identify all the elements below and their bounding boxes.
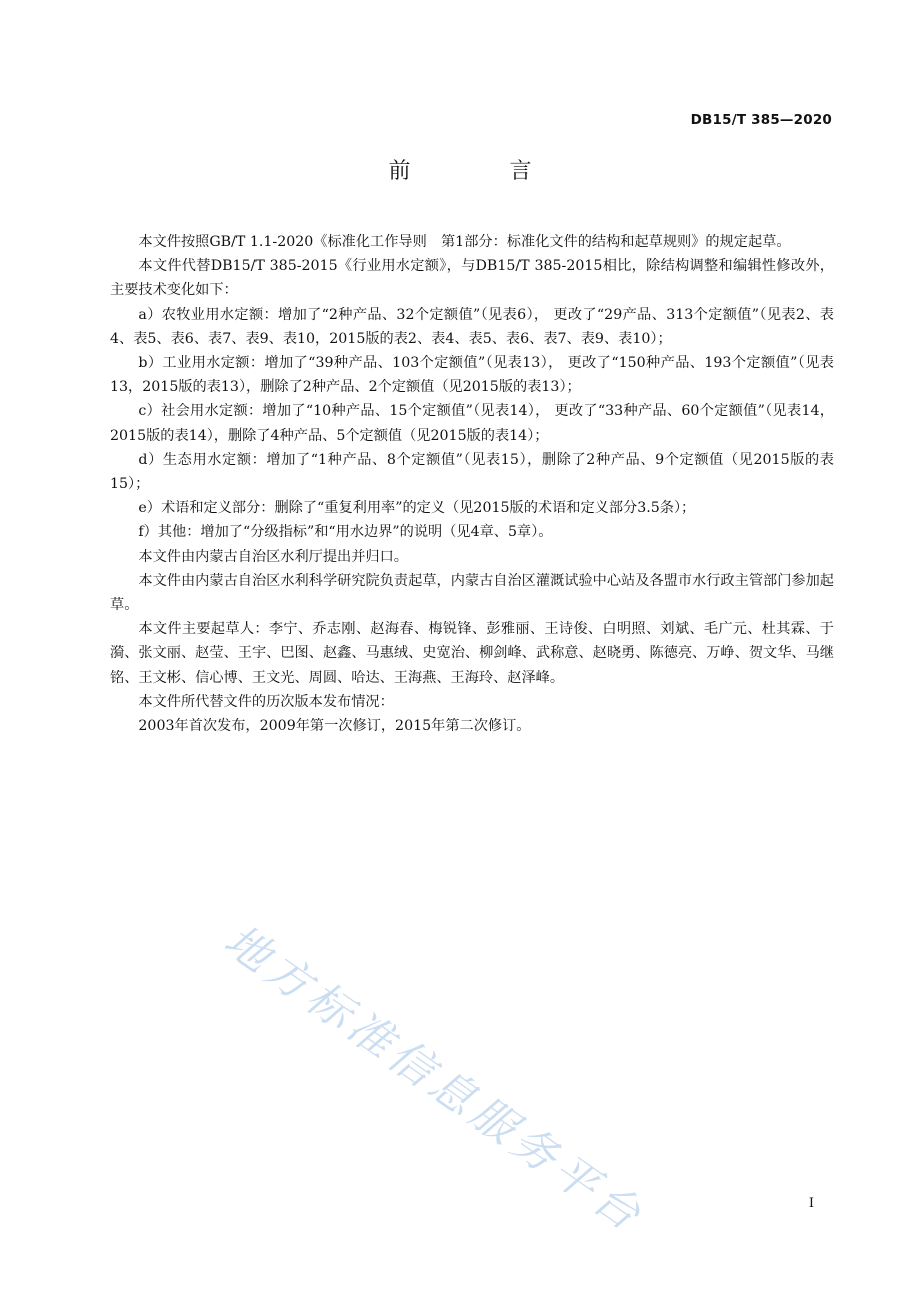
- paragraph-history-heading: 本文件所代替文件的历次版本发布情况：: [138, 693, 394, 710]
- change-item-a: a）农牧业用水定额：增加了“2种产品、32个定额值”（见表6）， 更改了“29产品、313个定额值”（见表2、表4、表5、表6、表7、表9、表10，2015版的表2、表4、表5、表6、表7、表9、表10）；: [110, 306, 834, 347]
- page-title: 前 言: [388, 159, 578, 184]
- page-number: I: [808, 1196, 814, 1211]
- change-item-b: b）工业用水定额：增加了“39种产品、103个定额值”（见表13）， 更改了“150种产品、193个定额值”（见表13，2015版的表13），删除了2种产品、2个定额值（见2015版的表13）；: [110, 355, 834, 396]
- paragraph-replacement: 本文件代替DB15/T 385-2015《行业用水定额》，与DB15/T 385-2015相比，除结构调整和编辑性修改外，主要技术变化如下：: [110, 258, 834, 299]
- change-item-c: c）社会用水定额：增加了“10种产品、15个定额值”（见表14）， 更改了“33种产品、60个定额值”（见表14，2015版的表14），删除了4种产品、5个定额值（见2015版的表14）；: [110, 403, 834, 444]
- paragraph-drafters: 本文件主要起草人：李宁、乔志刚、赵海春、梅锐锋、彭雅丽、王诗俊、白明照、刘斌、毛广元、杜其霖、于漪、张文丽、赵莹、王宇、巴图、赵鑫、马惠绒、史宽治、柳剑峰、武称意、赵晓勇、陈德亮、万峥、贺文华、马继铭、王文彬、信心博、王文光、周圆、哈达、王海燕、王海玲、赵泽峰。: [110, 621, 834, 686]
- change-item-e: e）术语和定义部分：删除了“重复利用率”的定义（见2015版的术语和定义部分3.5条）；: [138, 500, 696, 517]
- change-item-f: f）其他：增加了“分级指标”和“用水边界”的说明（见4章、5章）。: [138, 524, 553, 541]
- change-item-d: d）生态用水定额：增加了“1种产品、8个定额值”（见表15），删除了2种产品、9个定额值（见2015版的表15）；: [110, 451, 834, 493]
- paragraph-drafting-units: 本文件由内蒙古自治区水利科学研究院负责起草，内蒙古自治区灌溉试验中心站及各盟市水行政主管部门参加起草。: [110, 572, 834, 614]
- paragraph-proposer: 本文件由内蒙古自治区水利厅提出并归口。: [138, 548, 408, 565]
- document-code: DB15/T 385—2020: [690, 112, 832, 128]
- paragraph-drafting-rules: 本文件按照GB/T 1.1-2020《标准化工作导则 第1部分：标准化文件的结构和起草规则》的规定起草。: [138, 234, 791, 250]
- foreword-body: [110, 230, 834, 738]
- paragraph-history: 2003年首次发布，2009年第一次修订，2015年第二次修订。: [138, 718, 531, 735]
- watermark: 地方标准信息服务平台: [214, 914, 654, 1244]
